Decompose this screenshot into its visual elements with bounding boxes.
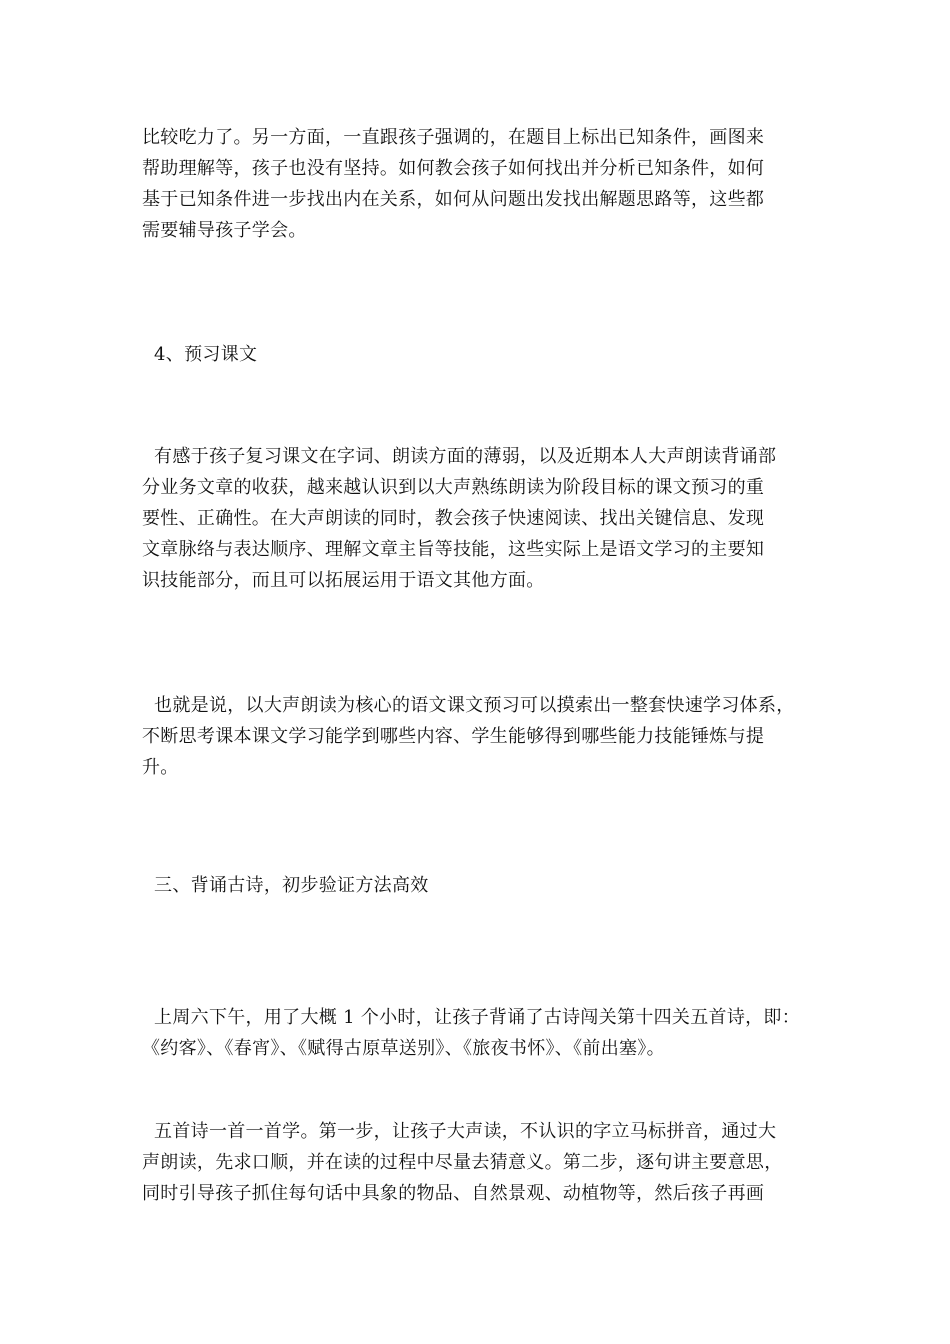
text-line: 帮助理解等，孩子也没有坚持。如何教会孩子如何找出并分析已知条件，如何: [142, 158, 765, 179]
text-line: 五首诗一首一首学。第一步，让孩子大声读，不认识的字立马标拼音，通过大: [142, 1121, 777, 1142]
paragraph-reading-aloud: [142, 441, 812, 596]
text-line: 上周六下午，用了大概 1 个小时，让孩子背诵了古诗闯关第十四关五首诗，即：: [142, 1007, 801, 1028]
text-line: 有感于孩子复习课文在字词、朗读方面的薄弱，以及近期本人大声朗读背诵部: [142, 446, 777, 467]
paragraph-learning-system: [142, 690, 812, 783]
paragraph-problem-solving: [142, 122, 812, 246]
text-line: 不断思考课本课文学习能学到哪些内容、学生能够得到哪些能力技能锤炼与提: [142, 726, 765, 747]
text-line: 文章脉络与表达顺序、理解文章主旨等技能，这些实际上是语文学习的主要知: [142, 539, 765, 560]
section-heading-preview-lessons: [142, 339, 812, 370]
text-line: 声朗读，先求口顺，并在读的过程中尽量去猜意义。第二步，逐句讲主要意思，: [142, 1152, 783, 1173]
text-line: 《约客》、《春宵》、《赋得古原草送别》、《旅夜书怀》、《前出塞》。: [142, 1038, 665, 1059]
paragraph-poem-list: [142, 1002, 812, 1064]
heading-text: 三、背诵古诗，初步验证方法高效: [142, 875, 429, 896]
heading-text: 4、预习课文: [142, 344, 258, 365]
text-line: 识技能部分，而且可以拓展运用于语文其他方面。: [142, 570, 545, 591]
text-line: 比较吃力了。另一方面，一直跟孩子强调的，在题目上标出已知条件，画图来: [142, 127, 765, 148]
paragraph-learning-steps: [142, 1116, 812, 1209]
text-line: 基于已知条件进一步找出内在关系，如何从问题出发找出解题思路等，这些都: [142, 189, 765, 210]
text-line: 分业务文章的收获，越来越认识到以大声熟练朗读为阶段目标的课文预习的重: [142, 477, 765, 498]
text-line: 也就是说，以大声朗读为核心的语文课文预习可以摸索出一整套快速学习体系，: [142, 695, 795, 716]
text-line: 同时引导孩子抓住每句话中具象的物品、自然景观、动植物等，然后孩子再画: [142, 1183, 765, 1204]
text-line: 升。: [142, 757, 179, 778]
section-heading-recite-poems: [142, 870, 812, 901]
text-line: 需要辅导孩子学会。: [142, 220, 307, 241]
text-line: 要性、正确性。在大声朗读的同时，教会孩子快速阅读、找出关键信息、发现: [142, 508, 765, 529]
